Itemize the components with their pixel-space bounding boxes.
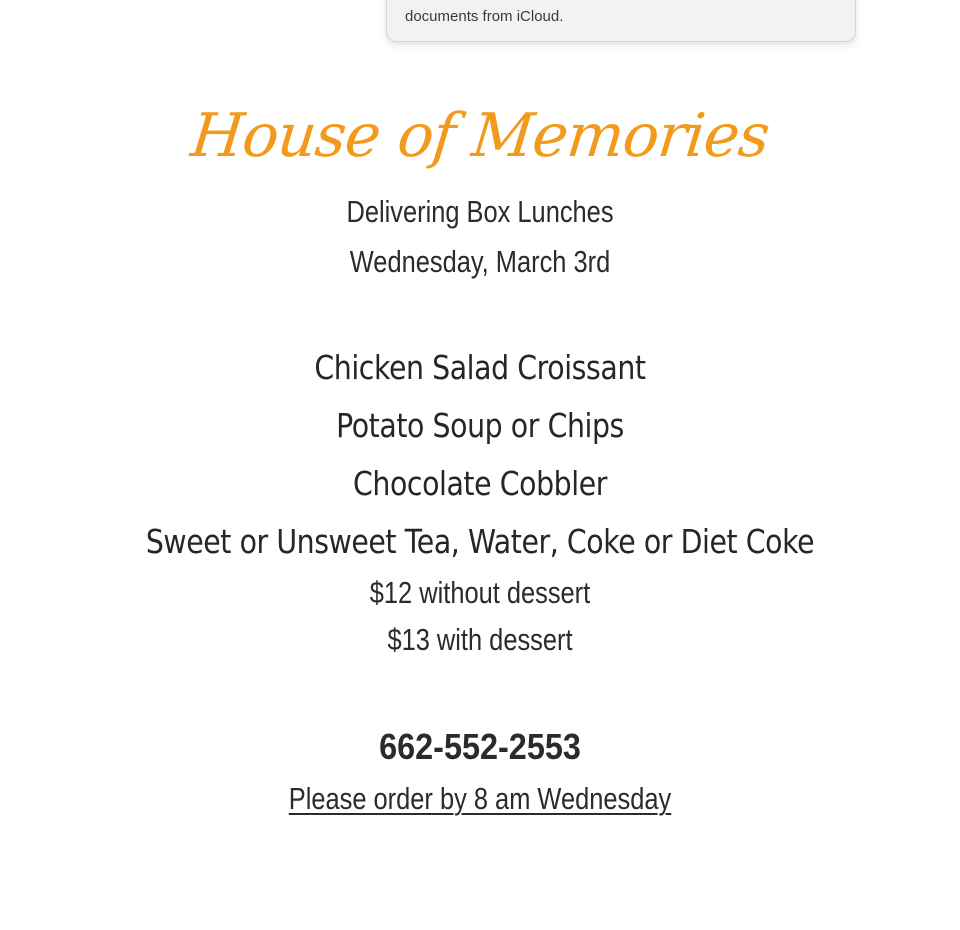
menu-item-soup-chips: Potato Soup or Chips bbox=[336, 406, 624, 445]
price-with-dessert: $13 with dessert bbox=[387, 622, 573, 657]
subtitle-date: Wednesday, March 3rd bbox=[349, 244, 611, 279]
order-deadline-note bbox=[86, 781, 873, 817]
notification-text: documents from iCloud. bbox=[405, 8, 564, 25]
subtitle-delivery: Delivering Box Lunches bbox=[346, 194, 614, 229]
menu-item-croissant: Chicken Salad Croissant bbox=[314, 348, 646, 387]
order-deadline-text: Please order by 8 am Wednesday bbox=[288, 781, 672, 816]
menu-item-drinks: Sweet or Unsweet Tea, Water, Coke or Diet Coke bbox=[145, 522, 815, 561]
phone-number: 662-552-2553 bbox=[379, 726, 581, 767]
price-without-dessert: $12 without dessert bbox=[369, 575, 591, 610]
menu-item-cobbler: Chocolate Cobbler bbox=[353, 464, 607, 503]
flyer-title: House of Memories bbox=[187, 101, 773, 171]
